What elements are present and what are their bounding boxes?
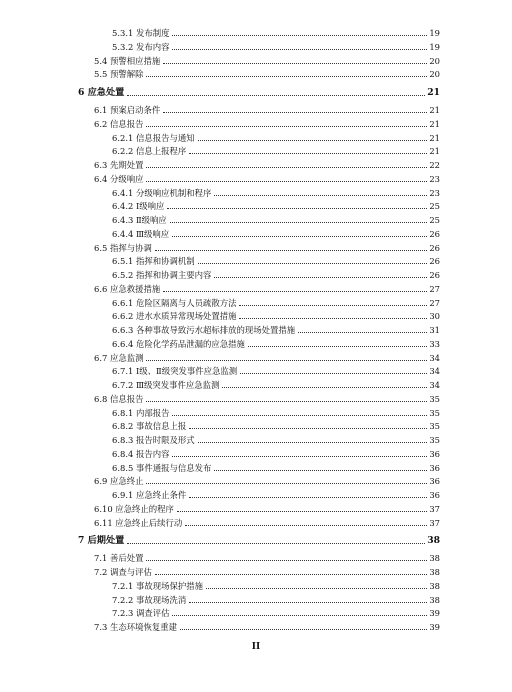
toc-dot-leader: [155, 574, 427, 575]
toc-dot-leader: [170, 222, 428, 223]
toc-chapter-entry[interactable]: [78, 82, 440, 98]
toc-entry[interactable]: [112, 577, 440, 591]
toc-dot-leader: [146, 401, 427, 402]
toc-entry[interactable]: [94, 390, 440, 404]
toc-entry-page: 26: [429, 242, 440, 253]
toc-entry[interactable]: [94, 549, 440, 563]
toc-entry[interactable]: [112, 294, 440, 308]
toc-entry-label: 6.5 指挥与协调: [94, 242, 152, 253]
toc-entry-page: 21: [429, 132, 440, 143]
toc-entry-label: 6.8.4 报告内容: [112, 448, 170, 459]
toc-entry-page: 21: [429, 105, 440, 115]
toc-entry[interactable]: [94, 618, 440, 632]
toc-entry-page: 39: [429, 622, 440, 632]
toc-dot-leader: [198, 263, 428, 264]
toc-entry[interactable]: [112, 38, 440, 52]
toc-dot-leader: [198, 442, 428, 443]
toc-entry-label: 5.5 预警解除: [94, 69, 144, 80]
toc-entry-label: 6.6 应急救援措施: [94, 283, 161, 294]
toc-dot-leader: [239, 305, 427, 306]
toc-dot-leader: [172, 35, 427, 36]
toc-entry-label: 6.7.2 Ⅲ级突发事件应急监测: [112, 380, 220, 390]
toc-entry-label: 6.8.3 报告时限及形式: [112, 435, 195, 445]
toc-dot-leader: [146, 483, 427, 484]
toc-entry-page: 21: [429, 146, 440, 157]
toc-dot-leader: [248, 346, 427, 347]
page-number: II: [251, 642, 261, 652]
toc-entry[interactable]: [94, 101, 440, 115]
toc-entry[interactable]: [112, 307, 440, 321]
toc-dot-leader: [185, 525, 427, 526]
toc-entry-page: 35: [429, 435, 440, 445]
toc-entry[interactable]: [112, 225, 440, 239]
toc-dot-leader: [177, 511, 427, 512]
toc-entry-page: 35: [429, 407, 440, 418]
toc-dot-leader: [222, 387, 427, 388]
toc-entry-page: 23: [429, 187, 440, 198]
toc-entry-page: 35: [429, 421, 440, 432]
toc-entry-label: 5.3.1 发布制度: [112, 28, 170, 38]
toc-entry[interactable]: [112, 266, 440, 280]
toc-dot-leader: [172, 415, 427, 416]
toc-entry-label: 6.5.1 指挥和协调机制: [112, 256, 195, 267]
toc-dot-leader: [146, 181, 427, 182]
toc-entry-label: 6.3 先期处置: [94, 160, 144, 170]
toc-chapter-entry[interactable]: [78, 530, 440, 546]
toc-entry[interactable]: [94, 349, 440, 363]
toc-entry-page: 20: [429, 55, 440, 66]
toc-dot-leader: [146, 126, 427, 127]
toc-entry-page: 30: [429, 311, 440, 322]
toc-entry-page: 27: [429, 283, 440, 294]
toc-dot-leader: [206, 588, 427, 589]
toc-entry-page: 27: [429, 297, 440, 308]
toc-entry[interactable]: [94, 65, 440, 79]
toc-entry[interactable]: [112, 184, 440, 198]
toc-entry[interactable]: [94, 52, 440, 66]
toc-entry[interactable]: [112, 252, 440, 266]
toc-entry[interactable]: [112, 24, 440, 38]
toc-entry[interactable]: [112, 445, 440, 459]
toc-entry-page: 19: [429, 28, 440, 38]
toc-dot-leader: [214, 195, 427, 196]
toc-entry-page: 21: [427, 87, 440, 98]
toc-dot-leader: [239, 318, 427, 319]
toc-dot-leader: [180, 629, 427, 630]
toc-entry-label: 6.1 预案启动条件: [94, 105, 161, 115]
toc-entry-label: 6.7.1 Ⅰ级、Ⅱ级突发事件应急监测: [112, 366, 238, 377]
toc-entry-page: 34: [429, 380, 440, 390]
toc-entry-label: 6.6.3 各种事故导致污水超标排放的现场处置措施: [112, 325, 296, 335]
toc-entry-label: 6.2.1 信息报告与通知: [112, 132, 195, 143]
toc-entry-page: 33: [429, 338, 440, 349]
toc-dot-leader: [198, 140, 428, 141]
toc-entry-label: 6.8.5 事件通报与信息发布: [112, 462, 212, 473]
toc-entry-label: 7.3 生态环境恢复重建: [94, 622, 177, 632]
toc-entry-label: 6.7 应急监测: [94, 352, 144, 363]
toc-dot-leader: [214, 470, 427, 471]
toc-dot-leader: [127, 95, 425, 96]
toc-entry-label: 6.11 应急终止后续行动: [94, 517, 183, 528]
toc-entry[interactable]: [94, 472, 440, 486]
toc-entry-page: 23: [429, 173, 440, 184]
toc-entry-page: 36: [429, 490, 440, 500]
toc-entry-label: 6.5.2 指挥和协调主要内容: [112, 270, 212, 280]
toc-dot-leader: [146, 360, 427, 361]
toc-entry[interactable]: [112, 321, 440, 335]
toc-entry[interactable]: [112, 431, 440, 445]
toc-entry-page: 26: [429, 228, 440, 239]
toc-entry[interactable]: [112, 197, 440, 211]
toc-entry-label: 6.6.2 进水水质异常现场处置措施: [112, 311, 237, 322]
toc-entry-label: 7 后期处置: [78, 535, 125, 547]
toc-entry[interactable]: [112, 486, 440, 500]
toc-entry[interactable]: [94, 239, 440, 253]
toc-dot-leader: [167, 208, 427, 209]
toc-entry-label: 6.4.1 分级响应机制和程序: [112, 187, 212, 198]
toc-entry-page: 36: [429, 462, 440, 473]
toc-entry-label: 7.2.1 事故现场保护措施: [112, 580, 203, 591]
toc-entry-page: 31: [429, 325, 440, 335]
toc-entry-label: 6.9 应急终止: [94, 476, 144, 487]
toc-entry-page: 19: [429, 41, 440, 52]
toc-entry[interactable]: [112, 211, 440, 225]
toc-entry-label: 6.10 应急终止的程序: [94, 503, 174, 514]
toc-dot-leader: [163, 63, 427, 64]
toc-entry-label: 6.8 信息报告: [94, 393, 144, 404]
toc-entry[interactable]: [112, 417, 440, 431]
toc-entry-label: 6.4.3 Ⅱ级响应: [112, 215, 167, 225]
toc-entry-label: 7.2 调查与评估: [94, 567, 152, 577]
toc-entry-label: 6.2 信息报告: [94, 118, 144, 129]
toc-entry-page: 26: [429, 270, 440, 280]
toc-entry-page: 35: [429, 393, 440, 404]
toc-entry[interactable]: [94, 115, 440, 129]
toc-entry[interactable]: [112, 129, 440, 143]
toc-entry-label: 6.4.2 Ⅰ级响应: [112, 201, 165, 212]
toc-entry-page: 39: [429, 608, 440, 619]
toc-dot-leader: [127, 543, 425, 544]
toc-entry[interactable]: [112, 604, 440, 618]
toc-entry-page: 21: [429, 118, 440, 129]
toc-entry[interactable]: [112, 591, 440, 605]
toc-entry-page: 26: [429, 256, 440, 267]
toc-entry-page: 38: [429, 553, 440, 564]
toc-entry-label: 6.8.1 内部报告: [112, 407, 170, 418]
toc-entry[interactable]: [112, 142, 440, 156]
toc-entry-page: 34: [429, 366, 440, 377]
toc-entry[interactable]: [112, 362, 440, 376]
toc-entry-page: 38: [429, 580, 440, 591]
toc-entry-page: 20: [429, 69, 440, 80]
toc-dot-leader: [214, 277, 427, 278]
toc-entry-page: 38: [429, 594, 440, 605]
toc-dot-leader: [172, 615, 427, 616]
toc-entry[interactable]: [94, 156, 440, 170]
toc-entry-label: 7.2.2 事故现场洗消: [112, 594, 187, 605]
toc-dot-leader: [172, 456, 427, 457]
toc-entry[interactable]: [94, 170, 440, 184]
toc-dot-leader: [155, 250, 427, 251]
toc-entry-label: 7.1 善后处置: [94, 553, 144, 564]
toc-entry-page: 37: [429, 517, 440, 528]
toc-entry[interactable]: [94, 500, 440, 514]
toc-dot-leader: [298, 332, 427, 333]
toc-entry[interactable]: [94, 563, 440, 577]
toc-dot-leader: [189, 602, 427, 603]
toc-entry-label: 6.2.2 信息上报程序: [112, 146, 187, 157]
toc-dot-leader: [163, 112, 427, 113]
toc-entry[interactable]: [94, 514, 440, 528]
toc-entry-page: 25: [429, 215, 440, 225]
toc-dot-leader: [146, 167, 427, 168]
toc-dot-leader: [172, 236, 427, 237]
toc-entry[interactable]: [94, 280, 440, 294]
toc-entry-label: 6.8.2 事故信息上报: [112, 421, 187, 432]
toc-entry-label: 6.6.4 危险化学药品泄漏的应急措施: [112, 338, 245, 349]
toc-entry-label: 6.4 分级响应: [94, 173, 144, 184]
toc-dot-leader: [163, 291, 427, 292]
toc-dot-leader: [240, 373, 427, 374]
toc-entry-page: 36: [429, 448, 440, 459]
toc-entry-label: 5.4 预警相应措施: [94, 55, 161, 66]
toc-entry-page: 22: [429, 160, 440, 170]
toc-dot-leader: [189, 428, 427, 429]
toc-entry-label: 7.2.3 调查评估: [112, 608, 170, 619]
toc-entry-label: 6.4.4 Ⅲ级响应: [112, 228, 170, 239]
toc-entry-page: 38: [429, 567, 440, 577]
toc-dot-leader: [146, 76, 427, 77]
toc-entry[interactable]: [112, 335, 440, 349]
toc-entry[interactable]: [112, 404, 440, 418]
toc-entry-page: 38: [427, 535, 440, 547]
toc-entry-page: 34: [429, 352, 440, 363]
toc-dot-leader: [189, 497, 427, 498]
toc-entry-label: 6.9.1 应急终止条件: [112, 490, 187, 500]
toc-entry-page: 36: [429, 476, 440, 487]
toc-entry-page: 25: [429, 201, 440, 212]
toc-entry[interactable]: [112, 459, 440, 473]
toc-dot-leader: [172, 49, 427, 50]
toc-dot-leader: [146, 560, 427, 561]
toc-entry[interactable]: [112, 376, 440, 390]
toc-entry-page: 37: [429, 503, 440, 514]
toc-dot-leader: [189, 153, 427, 154]
toc-entry-label: 6 应急处置: [78, 87, 125, 98]
toc-entry-label: 6.6.1 危险区隔离与人员疏散方法: [112, 297, 237, 308]
toc-entry-label: 5.3.2 发布内容: [112, 41, 170, 52]
